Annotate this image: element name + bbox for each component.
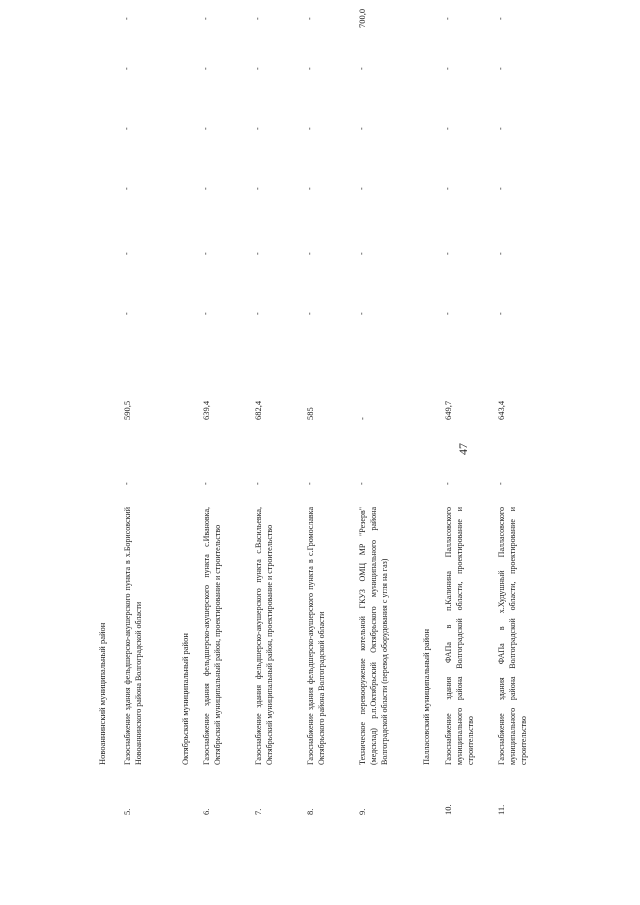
cell: -: [305, 17, 314, 20]
cell: -: [253, 187, 262, 190]
row-name: Газоснабжение здания фельдшерско-акушерского пункта с.Ивановка, Октябрьский муниципальный район, проектирование и строительство: [202, 507, 222, 765]
cell-value: 590,5: [122, 400, 132, 420]
row-name: Газоснабжение здания фельдшерско-акушерского пункта в с.Громославка Октябрьского района Волгоградской области: [306, 507, 326, 765]
table-row: [357, 8, 417, 815]
table-row: [253, 15, 313, 815]
cell: -: [122, 67, 131, 70]
section-title: Октябрьский муниципальный район: [180, 633, 190, 765]
cell: -: [496, 252, 505, 255]
cell: -: [305, 312, 314, 315]
cell-value: 682,4: [253, 400, 263, 420]
row-number: 9.: [357, 808, 367, 815]
cell: -: [443, 252, 452, 255]
cell: -: [357, 67, 366, 70]
row-number: 11.: [496, 804, 506, 815]
cell: -: [201, 17, 210, 20]
cell: -: [201, 482, 210, 485]
cell: -: [305, 187, 314, 190]
table-row: [201, 15, 261, 815]
cell: -: [496, 17, 505, 20]
row-number: 6.: [201, 808, 211, 815]
row-name: Газоснабжение здания фельдшерско-акушерского пункта с.Васильевка, Октябрьский муниципальный район, проектирование и строительство: [254, 507, 274, 765]
row-name: Газоснабжение здания фельдшерско-акушерского пункта в х.Борисовский Новоаннинского района Волгоградской области: [123, 507, 143, 765]
cell: -: [253, 482, 262, 485]
cell: -: [443, 482, 452, 485]
section-title: Новоаннинский муниципальный район: [97, 622, 107, 765]
cell: -: [443, 312, 452, 315]
cell: -: [496, 482, 505, 485]
row-name: Техническое перевооружение котельной ГКУЗ ОМЦ МР "Резерв" (медсклад) р.п.Октябрьский Октябрьского муниципального района Волгоградской области (перевод оборудования с угля на газ): [358, 507, 389, 765]
row-number: 5.: [122, 808, 132, 815]
cell: -: [357, 312, 366, 315]
cell: -: [122, 312, 131, 315]
cell: -: [201, 252, 210, 255]
cell: -: [201, 312, 210, 315]
cell: -: [122, 187, 131, 190]
section-title: Палласовский муниципальный район: [421, 629, 431, 765]
cell: -: [305, 127, 314, 130]
cell-value: 643,4: [496, 400, 506, 420]
cell-value: 700,0: [357, 8, 367, 28]
page-number: 47: [456, 443, 470, 455]
cell-value: 585: [305, 407, 315, 420]
cell: -: [443, 67, 452, 70]
cell: -: [305, 67, 314, 70]
cell-value: 649,7: [443, 400, 453, 420]
cell: -: [357, 127, 366, 130]
cell: -: [253, 127, 262, 130]
cell: -: [122, 17, 131, 20]
cell: -: [496, 312, 505, 315]
row-number: 7.: [253, 808, 263, 815]
cell: -: [496, 187, 505, 190]
cell-value: -: [357, 417, 367, 420]
cell: -: [443, 127, 452, 130]
cell: -: [443, 187, 452, 190]
cell: -: [357, 252, 366, 255]
cell: -: [201, 127, 210, 130]
cell: -: [253, 252, 262, 255]
row-name: Газоснабжение здания ФАПа в х.Худушный Палласовского муниципального района Волгоградской области, проектирование и строительство: [497, 507, 528, 765]
row-name: Газоснабжение здания ФАПа в п.Калинина Палласовского муниципального района Волгоградской области, проектирование и строительство: [444, 507, 475, 765]
cell: -: [357, 482, 366, 485]
cell: -: [201, 187, 210, 190]
cell: -: [357, 187, 366, 190]
cell: -: [443, 17, 452, 20]
cell: -: [305, 252, 314, 255]
cell: -: [122, 482, 131, 485]
row-number: 8.: [305, 808, 315, 815]
cell-value: 639,4: [201, 400, 211, 420]
cell: -: [496, 67, 505, 70]
cell: -: [253, 17, 262, 20]
cell: -: [201, 67, 210, 70]
cell: -: [122, 252, 131, 255]
table-row: [305, 15, 365, 815]
cell: -: [305, 482, 314, 485]
table-row: [122, 15, 182, 815]
table-row: [496, 15, 556, 815]
row-number: 10.: [443, 804, 453, 815]
cell: -: [122, 127, 131, 130]
cell: -: [496, 127, 505, 130]
cell: -: [253, 312, 262, 315]
cell: -: [253, 67, 262, 70]
table-row: [443, 15, 503, 815]
